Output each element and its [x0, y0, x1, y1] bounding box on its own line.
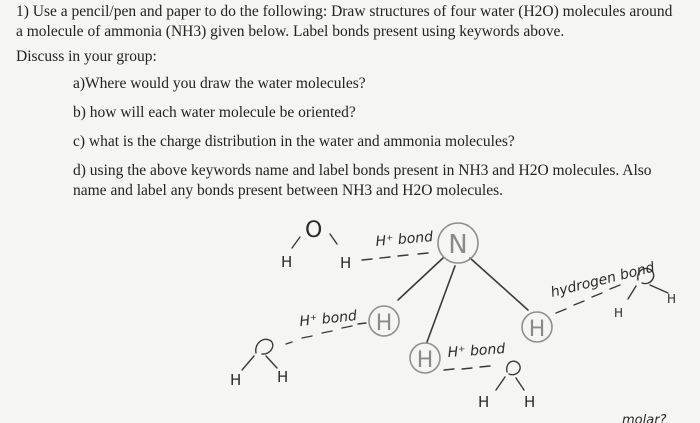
question-item-a: a)Where would you draw the water molecules? [73, 75, 366, 92]
question-item-d-line-1: d) using the above keywords name and label bonds present in NH3 and H2O molecules. Also [73, 162, 652, 179]
water-2-hydrogen-right: H [277, 368, 289, 386]
water-3-oxygen [507, 361, 520, 375]
hydrogen-atom-right-label: H [528, 317, 546, 342]
n-h-bond-right [470, 258, 528, 310]
h-bond-dashes-top [362, 253, 428, 260]
question-item-c: c) what is the charge distribution in the water and ammonia molecules? [73, 133, 515, 150]
discuss-heading: Discuss in your group: [16, 48, 157, 65]
water-1-hydrogen-left: H [281, 253, 293, 271]
question-line-1: 1) Use a pencil/pen and paper to do the following: Draw structures of four water (H2O) molecules around [16, 3, 673, 20]
water-1-bond-left [292, 237, 300, 248]
water-2-bond-right [266, 356, 277, 368]
water-3-hydrogen-right: H [524, 393, 536, 411]
h-bond-label-top: H⁺ bond [374, 229, 434, 250]
water-4-bond-right [650, 285, 668, 293]
question-item-d-line-2: name and label any bonds present between NH3 and H2O molecules. [73, 182, 503, 199]
water-4-hydrogen-right: H [667, 292, 677, 306]
question-line-2: a molecule of ammonia (NH3) given below. Label bonds present using keywords above. [16, 23, 565, 40]
hydrogen-bond-label-right: hydrogen bond [549, 259, 657, 301]
water-2-bond-left [242, 356, 254, 370]
n-h-bond-bottom [427, 266, 455, 342]
h-bond-label-left: H⁺ bond [298, 308, 358, 330]
h-bond-label-bottom: H⁺ bond [447, 341, 506, 361]
hydrogen-atom-left-label: H [375, 311, 393, 336]
water-1-oxygen: O [305, 218, 323, 243]
water-3-hydrogen-left: H [478, 393, 490, 411]
n-h-bond-left [398, 258, 443, 300]
cut-off-note: molar? [622, 413, 667, 423]
water-3-bond-right [516, 378, 524, 390]
water-1-bond-right [330, 234, 337, 244]
water-1-hydrogen-right: H [340, 254, 352, 272]
water-2-hydrogen-left: H [230, 371, 242, 389]
water-2-oxygen [256, 339, 273, 354]
water-3-bond-left [496, 377, 505, 390]
water-4-hydrogen-left: H [614, 306, 624, 320]
water-4-bond-left [628, 286, 636, 299]
h-bond-dashes-bottom [444, 366, 490, 370]
question-item-b: b) how will each water molecule be oriented? [73, 104, 356, 121]
nitrogen-atom-label: N [448, 230, 468, 260]
hydrogen-atom-bottom-label: H [416, 348, 434, 373]
